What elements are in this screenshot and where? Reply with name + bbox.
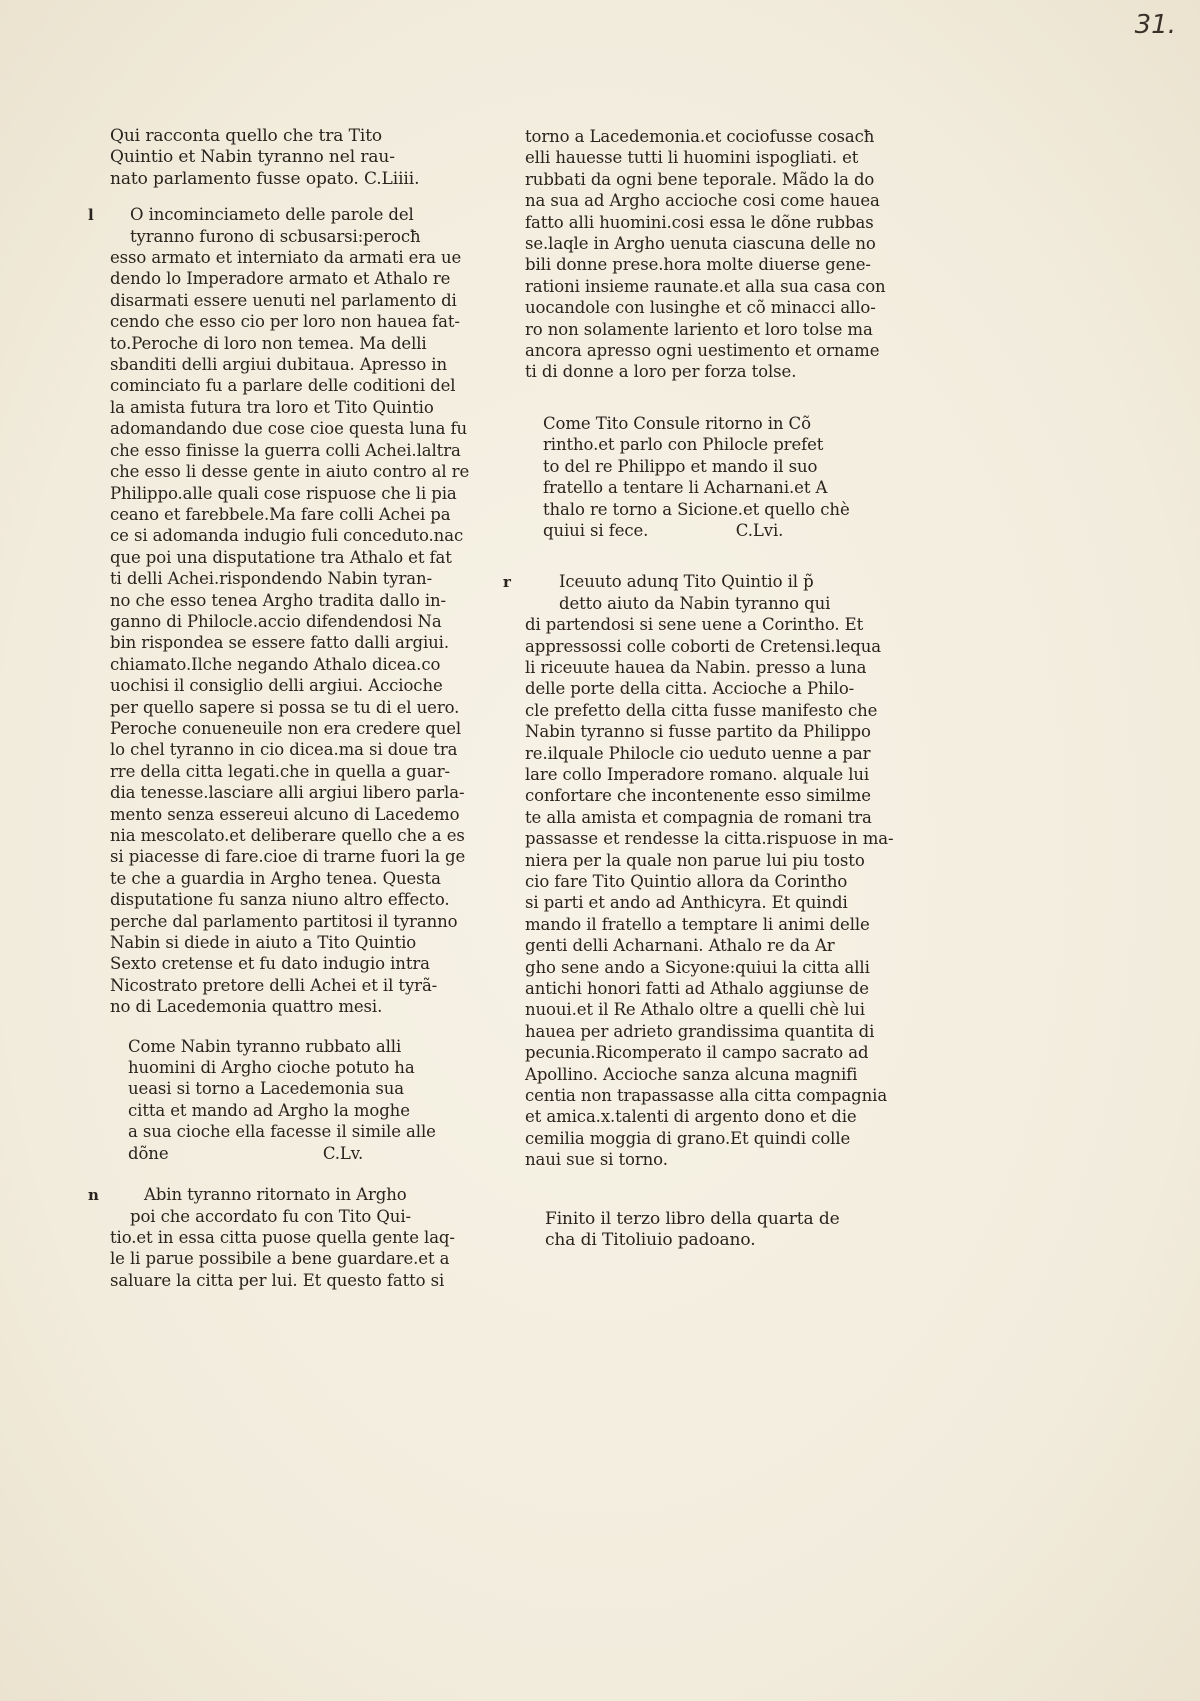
text-line: per quello sapere si possa se tu di el uero. bbox=[110, 697, 460, 717]
text-line: pecunia.Ricomperato il campo sacrato ad bbox=[525, 1043, 869, 1063]
text-line: thalo re torno a Sicione.et quello chè bbox=[543, 499, 850, 519]
text-line: te che a guardia in Argho tenea. Questa bbox=[110, 868, 441, 888]
text-line: O incominciameto delle parole del bbox=[130, 205, 414, 225]
text-line: naui sue si torno. bbox=[525, 1150, 668, 1170]
text-line: fratello a tentare li Acharnani.et A bbox=[543, 478, 828, 498]
text-line: sbanditi delli argiui dubitaua. Apresso in bbox=[110, 355, 447, 375]
text-line: perche dal parlamento partitosi il tyranno bbox=[110, 911, 458, 931]
text-line: que poi una disputatione tra Athalo et fat bbox=[110, 547, 452, 567]
text-line: cha di Titoliuio padoano. bbox=[545, 1230, 756, 1251]
text-line: le li parue possibile a bene guardare.et a bbox=[110, 1249, 450, 1269]
paragraph bbox=[88, 1184, 455, 1291]
text-line: Come Tito Consule ritorno in Cõ bbox=[543, 413, 811, 433]
chapter-heading-lv bbox=[110, 1036, 450, 1164]
text-line: Come Nabin tyranno rubbato alli bbox=[128, 1036, 402, 1056]
text-line: Apollino. Accioche sanza alcuna magnifi bbox=[525, 1064, 858, 1084]
text-line: si parti et ando ad Anthicyra. Et quindi bbox=[525, 893, 848, 913]
text-line: bin rispondea se essere fatto dalli argiui. bbox=[110, 633, 449, 653]
text-line: huomini di Argho cioche potuto ha bbox=[128, 1058, 415, 1078]
paragraph bbox=[525, 126, 886, 383]
text-line: Abin tyranno ritornato in Argho bbox=[144, 1185, 407, 1205]
text-line: te alla amista et compagnia de romani tra bbox=[525, 807, 872, 827]
text-line: quiui si fece. C.Lvi. bbox=[543, 520, 784, 540]
text-line: tio.et in essa citta puose quella gente laq- bbox=[110, 1227, 455, 1247]
text-line: Iceuuto adunq Tito Quintio il p̃ bbox=[559, 572, 814, 592]
explicit bbox=[525, 1209, 865, 1252]
text-line: tyranno furono di scbusarsi:perocħ bbox=[130, 226, 421, 246]
text-line: la amista futura tra loro et Tito Quintio bbox=[110, 397, 434, 417]
text-line: Finito il terzo libro della quarta de bbox=[545, 1208, 840, 1229]
text-line: ganno di Philocle.accio difendendosi Na bbox=[110, 611, 442, 631]
text-line: no di Lacedemonia quattro mesi. bbox=[110, 997, 383, 1017]
text-line: Nabin tyranno si fusse partito da Philippo bbox=[525, 722, 871, 742]
text-line: bili donne prese.hora molte diuerse gene- bbox=[525, 255, 871, 275]
text-line: disarmati essere uenuti nel parlamento di bbox=[110, 290, 457, 310]
text-line: ce si adomanda indugio fuli conceduto.nac bbox=[110, 526, 464, 546]
text-line: ueasi si torno a Lacedemonia sua bbox=[128, 1079, 404, 1099]
text-line: disputatione fu sanza niuno altro effecto. bbox=[110, 890, 450, 910]
text-line: di partendosi si sene uene a Corintho. Et bbox=[525, 615, 864, 635]
left-column bbox=[88, 126, 470, 1309]
text-line: gho sene ando a Sicyone:quiui la citta alli bbox=[525, 957, 870, 977]
text-line: si piacesse di fare.cioe di trarne fuori la ge bbox=[110, 847, 466, 867]
text-line: Nabin si diede in aiuto a Tito Quintio bbox=[110, 933, 417, 953]
folio-number: 31. bbox=[1134, 10, 1176, 40]
text-line: dendo lo Imperadore armato et Athalo re bbox=[110, 269, 451, 289]
text-line: adomandando due cose cioe questa luna fu bbox=[110, 419, 468, 439]
text-line: hauea per adrieto grandissima quantita di bbox=[525, 1021, 875, 1041]
text-line: che esso li desse gente in aiuto contro al re bbox=[110, 462, 470, 482]
text-line: Nicostrato pretore delli Achei et il tyrã- bbox=[110, 975, 438, 995]
guide-letter: n bbox=[88, 1186, 99, 1205]
text-line: rationi insieme raunate.et alla sua casa con bbox=[525, 276, 886, 296]
text-line: cio fare Tito Quintio allora da Corintho bbox=[525, 872, 848, 891]
text-line: to.Peroche di loro non temea. Ma delli bbox=[110, 333, 427, 353]
text-line: cominciato fu a parlare delle coditioni del bbox=[110, 376, 456, 396]
text-line: appressossi colle coborti de Cretensi.lequa bbox=[525, 636, 882, 656]
text-line: Philippo.alle quali cose rispuose che li pia bbox=[110, 483, 457, 503]
chapter-heading-lvi bbox=[525, 413, 865, 541]
text-line: confortare che incontenente esso similme bbox=[525, 786, 871, 806]
text-line: Peroche conueneuile non era credere quel bbox=[110, 718, 462, 738]
text-line: saluare la citta per lui. Et questo fatto si bbox=[110, 1270, 445, 1290]
text-line: nia mescolato.et deliberare quello che a es bbox=[110, 826, 465, 845]
text-line: ti di donne a loro per forza tolse. bbox=[525, 362, 797, 382]
text-line: passasse et rendesse la citta.rispuose in ma- bbox=[525, 829, 894, 849]
text-line: ancora apresso ogni uestimento et orname bbox=[525, 341, 880, 361]
text-line: torno a Lacedemonia.et cociofusse cosacħ bbox=[525, 127, 875, 146]
text-line: niera per la quale non parue lui piu tosto bbox=[525, 850, 865, 870]
paragraph bbox=[88, 204, 470, 1017]
text-line: mando il fratello a temptare li animi delle bbox=[525, 914, 870, 934]
text-line: dõne C.Lv. bbox=[128, 1143, 364, 1163]
text-line: genti delli Acharnani. Athalo re da Ar bbox=[525, 936, 835, 956]
text-line: lo chel tyranno in cio dicea.ma si doue tra bbox=[110, 740, 458, 760]
text-line: centia non trapassasse alla citta compagnia bbox=[525, 1086, 888, 1106]
text-line: uochisi il consiglio delli argiui. Accioche bbox=[110, 676, 443, 696]
text-line: lare collo Imperadore romano. alquale lui bbox=[525, 764, 870, 784]
text-line: se.laqle in Argho uenuta ciascuna delle no bbox=[525, 234, 876, 254]
right-column bbox=[503, 126, 894, 1252]
text-line: cemilia moggia di grano.Et quindi colle bbox=[525, 1128, 851, 1148]
text-line: nuoui.et il Re Athalo oltre a quelli chè lui bbox=[525, 1000, 865, 1020]
text-line: no che esso tenea Argho tradita dallo in- bbox=[110, 590, 447, 610]
guide-letter: l bbox=[88, 206, 94, 225]
text-line: to del re Philippo et mando il suo bbox=[543, 456, 818, 476]
text-line: antichi honori fatti ad Athalo aggiunse de bbox=[525, 979, 869, 999]
text-line: Sexto cretense et fu dato indugio intra bbox=[110, 954, 430, 974]
text-line: re.ilquale Philocle cio ueduto uenne a par bbox=[525, 743, 871, 763]
text-line: fatto alli huomini.cosi essa le dõne rubbas bbox=[525, 212, 874, 232]
text-line: uocandole con lusinghe et cõ minacci allo- bbox=[525, 298, 876, 318]
text-line: mento senza essereui alcuno di Lacedemo bbox=[110, 804, 460, 824]
text-line: ti delli Achei.rispondendo Nabin tyran- bbox=[110, 569, 433, 589]
text-line: delle porte della citta. Accioche a Philo- bbox=[525, 679, 855, 699]
text-line: esso armato et interniato da armati era ue bbox=[110, 248, 462, 268]
text-line: citta et mando ad Argho la moghe bbox=[128, 1100, 410, 1120]
text-line: cendo che esso cio per loro non hauea fat- bbox=[110, 312, 460, 332]
text-line: et amica.x.talenti di argento dono et die bbox=[525, 1107, 857, 1127]
text-line: nato parlamento fusse opato. C.Liiii. bbox=[110, 168, 420, 189]
chapter-heading-liiii bbox=[110, 126, 450, 190]
text-line: detto aiuto da Nabin tyranno qui bbox=[559, 593, 831, 613]
text-line: poi che accordato fu con Tito Qui- bbox=[130, 1206, 411, 1226]
text-line: Qui racconta quello che tra Tito bbox=[110, 126, 383, 146]
text-line: ceano et farebbele.Ma fare colli Achei pa bbox=[110, 504, 451, 524]
text-line: dia tenesse.lasciare alli argiui libero parla- bbox=[110, 783, 465, 803]
text-line: rubbati da ogni bene teporale. Mãdo la do bbox=[525, 169, 875, 189]
text-line: li riceuute hauea da Nabin. presso a luna bbox=[525, 657, 867, 677]
text-line: che esso finisse la guerra colli Achei.laltra bbox=[110, 440, 461, 460]
text-line: elli hauesse tutti li huomini ispogliati. et bbox=[525, 148, 859, 168]
paragraph bbox=[503, 571, 894, 1170]
text-line: ro non solamente lariento et loro tolse ma bbox=[525, 319, 873, 339]
text-line: na sua ad Argho accioche cosi come hauea bbox=[525, 191, 880, 211]
text-line: Quintio et Nabin tyranno nel rau- bbox=[110, 147, 395, 168]
text-line: cle prefetto della citta fusse manifesto che bbox=[525, 700, 878, 720]
text-line: rintho.et parlo con Philocle prefet bbox=[543, 435, 824, 455]
text-line: chiamato.Ilche negando Athalo dicea.co bbox=[110, 654, 441, 674]
text-line: a sua cioche ella facesse il simile alle bbox=[128, 1122, 436, 1142]
guide-letter: r bbox=[503, 573, 511, 592]
text-line: rre della citta legati.che in quella a guar- bbox=[110, 761, 450, 781]
